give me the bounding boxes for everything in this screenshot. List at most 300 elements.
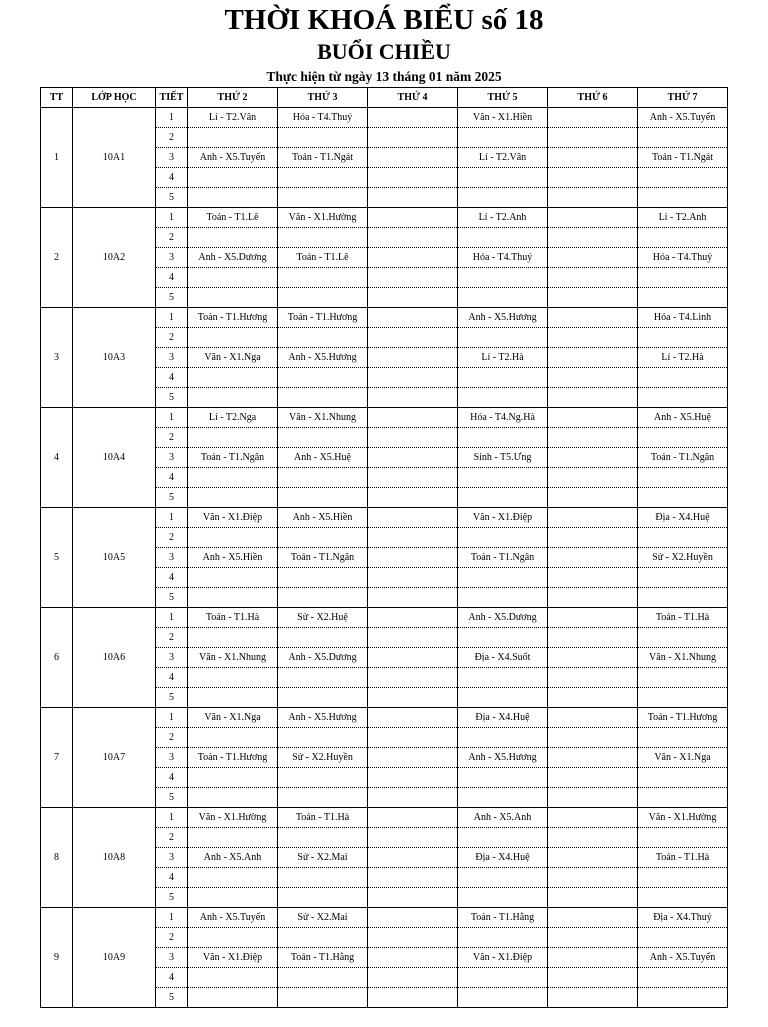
schedule-cell (188, 328, 278, 348)
schedule-cell: Anh - X5.Tuyến (638, 948, 728, 968)
period-number: 1 (156, 708, 188, 728)
schedule-cell: Văn - X1.Nhung (278, 408, 368, 428)
schedule-cell (638, 268, 728, 288)
schedule-cell (278, 828, 368, 848)
timetable-body (41, 108, 728, 1008)
schedule-cell: Văn - X1.Hường (638, 808, 728, 828)
schedule-cell: Văn - X1.Nhung (188, 648, 278, 668)
schedule-cell (188, 668, 278, 688)
timetable (40, 87, 728, 1008)
schedule-cell (188, 988, 278, 1008)
schedule-cell (548, 528, 638, 548)
schedule-cell (188, 628, 278, 648)
schedule-cell: Địa - X4.Huệ (638, 508, 728, 528)
schedule-cell (368, 168, 458, 188)
schedule-cell (548, 748, 638, 768)
table-row (41, 108, 728, 128)
table-row (41, 508, 728, 528)
schedule-cell (278, 968, 368, 988)
schedule-cell (188, 388, 278, 408)
schedule-cell: Lí - T2.Hà (638, 348, 728, 368)
schedule-cell (548, 628, 638, 648)
schedule-cell: Hóa - T4.Thuý (638, 248, 728, 268)
schedule-cell: Anh - X5.Anh (188, 848, 278, 868)
period-number: 4 (156, 568, 188, 588)
schedule-cell (368, 668, 458, 688)
class-name: 10A3 (73, 308, 156, 408)
schedule-cell (368, 108, 458, 128)
schedule-cell: Hóa - T4.Linh (638, 308, 728, 328)
period-number: 1 (156, 608, 188, 628)
schedule-cell: Anh - X5.Hiền (278, 508, 368, 528)
schedule-cell (548, 708, 638, 728)
class-name: 10A1 (73, 108, 156, 208)
schedule-cell (458, 328, 548, 348)
schedule-cell (458, 868, 548, 888)
schedule-cell (188, 468, 278, 488)
schedule-cell (188, 868, 278, 888)
schedule-cell: Địa - X4.Huệ (458, 848, 548, 868)
schedule-cell: Toán - T1.Hương (188, 748, 278, 768)
schedule-cell (548, 508, 638, 528)
schedule-cell (638, 588, 728, 608)
schedule-cell (278, 488, 368, 508)
schedule-cell (188, 588, 278, 608)
schedule-cell (278, 388, 368, 408)
schedule-cell (278, 588, 368, 608)
period-number: 5 (156, 588, 188, 608)
schedule-cell (368, 548, 458, 568)
period-number: 4 (156, 168, 188, 188)
schedule-cell: Toán - T1.Lê (278, 248, 368, 268)
schedule-cell (278, 728, 368, 748)
schedule-cell (368, 588, 458, 608)
header-class: LỚP HỌC (73, 88, 156, 108)
schedule-cell: Văn - X1.Điệp (188, 948, 278, 968)
schedule-cell (638, 688, 728, 708)
period-number: 1 (156, 408, 188, 428)
schedule-cell: Văn - X1.Nga (188, 708, 278, 728)
schedule-cell: Toán - T1.Ngát (278, 148, 368, 168)
schedule-cell: Toán - T1.Hương (278, 308, 368, 328)
schedule-cell: Sinh - T5.Ưng (458, 448, 548, 468)
page-title: THỜI KHOÁ BIỂU số 18 (224, 4, 544, 36)
row-number: 9 (41, 908, 73, 1008)
schedule-cell (458, 268, 548, 288)
schedule-cell: Anh - X5.Anh (458, 808, 548, 828)
schedule-cell (458, 888, 548, 908)
schedule-cell (458, 188, 548, 208)
schedule-cell (368, 388, 458, 408)
schedule-cell (548, 608, 638, 628)
period-number: 4 (156, 468, 188, 488)
schedule-cell (368, 948, 458, 968)
schedule-cell (638, 728, 728, 748)
schedule-cell (548, 688, 638, 708)
schedule-cell (368, 608, 458, 628)
schedule-cell (548, 648, 638, 668)
schedule-cell (548, 468, 638, 488)
schedule-cell (368, 728, 458, 748)
schedule-cell (368, 708, 458, 728)
schedule-cell (548, 428, 638, 448)
period-number: 4 (156, 368, 188, 388)
schedule-cell (458, 988, 548, 1008)
schedule-cell (638, 968, 728, 988)
period-number: 4 (156, 868, 188, 888)
schedule-cell (548, 368, 638, 388)
period-number: 5 (156, 188, 188, 208)
schedule-cell (188, 428, 278, 448)
schedule-cell (368, 788, 458, 808)
schedule-cell (278, 768, 368, 788)
schedule-cell (638, 868, 728, 888)
header-thu-5: THỨ 5 (458, 88, 548, 108)
schedule-cell (458, 828, 548, 848)
schedule-cell (188, 728, 278, 748)
period-number: 2 (156, 928, 188, 948)
schedule-cell (548, 728, 638, 748)
schedule-cell (278, 288, 368, 308)
schedule-cell: Anh - X5.Dương (278, 648, 368, 668)
schedule-cell (278, 988, 368, 1008)
period-number: 3 (156, 748, 188, 768)
schedule-cell (368, 208, 458, 228)
schedule-cell (278, 568, 368, 588)
schedule-cell (368, 188, 458, 208)
schedule-cell (548, 968, 638, 988)
schedule-cell (188, 968, 278, 988)
schedule-cell: Lí - T2.Vân (188, 108, 278, 128)
schedule-cell: Lí - T2.Anh (458, 208, 548, 228)
header-thu-7: THỨ 7 (638, 88, 728, 108)
schedule-cell (548, 288, 638, 308)
schedule-cell (548, 848, 638, 868)
schedule-cell (638, 328, 728, 348)
schedule-cell: Hóa - T4.Thuý (278, 108, 368, 128)
class-name: 10A9 (73, 908, 156, 1008)
schedule-cell: Sử - X2.Huyền (278, 748, 368, 768)
schedule-cell (548, 108, 638, 128)
schedule-cell (278, 468, 368, 488)
schedule-cell: Anh - X5.Hiền (188, 548, 278, 568)
schedule-cell (368, 328, 458, 348)
schedule-cell: Toán - T1.Lê (188, 208, 278, 228)
schedule-cell (638, 788, 728, 808)
class-name: 10A7 (73, 708, 156, 808)
schedule-cell (548, 908, 638, 928)
schedule-cell (188, 228, 278, 248)
schedule-cell (458, 628, 548, 648)
schedule-cell: Văn - X1.Hiền (458, 108, 548, 128)
schedule-cell (278, 268, 368, 288)
schedule-cell (458, 668, 548, 688)
period-number: 5 (156, 888, 188, 908)
period-number: 2 (156, 628, 188, 648)
schedule-cell (638, 828, 728, 848)
schedule-cell (188, 688, 278, 708)
row-number: 8 (41, 808, 73, 908)
schedule-cell: Sử - X2.Mai (278, 848, 368, 868)
period-number: 2 (156, 728, 188, 748)
schedule-cell (638, 188, 728, 208)
schedule-cell (638, 628, 728, 648)
schedule-cell (548, 828, 638, 848)
period-number: 5 (156, 988, 188, 1008)
schedule-cell (368, 368, 458, 388)
schedule-cell (188, 368, 278, 388)
schedule-cell: Toán - T1.Ngân (458, 548, 548, 568)
schedule-cell: Văn - X1.Hường (278, 208, 368, 228)
schedule-cell: Anh - X5.Hương (458, 748, 548, 768)
schedule-cell (548, 948, 638, 968)
schedule-cell: Anh - X5.Tuyến (188, 148, 278, 168)
period-number: 3 (156, 148, 188, 168)
schedule-cell (368, 628, 458, 648)
schedule-cell: Lí - T2.Anh (638, 208, 728, 228)
table-row (41, 608, 728, 628)
schedule-cell (188, 188, 278, 208)
schedule-cell (548, 188, 638, 208)
schedule-cell (458, 128, 548, 148)
page (0, 3, 768, 1003)
class-name: 10A5 (73, 508, 156, 608)
schedule-cell: Văn - X1.Điệp (188, 508, 278, 528)
period-number: 1 (156, 108, 188, 128)
period-number: 1 (156, 808, 188, 828)
schedule-cell: Toán - T1.Hà (278, 808, 368, 828)
period-number: 4 (156, 768, 188, 788)
schedule-cell (368, 968, 458, 988)
schedule-cell: Anh - X5.Dương (458, 608, 548, 628)
period-number: 3 (156, 448, 188, 468)
table-row (41, 708, 728, 728)
schedule-cell (368, 288, 458, 308)
schedule-cell (368, 828, 458, 848)
row-number: 6 (41, 608, 73, 708)
schedule-cell: Sử - X2.Huyền (638, 548, 728, 568)
schedule-cell (458, 528, 548, 548)
schedule-cell (368, 928, 458, 948)
row-number: 2 (41, 208, 73, 308)
period-number: 3 (156, 248, 188, 268)
schedule-cell (188, 268, 278, 288)
schedule-cell: Hóa - T4.Thuý (458, 248, 548, 268)
table-row (41, 308, 728, 328)
schedule-cell (458, 168, 548, 188)
schedule-cell (548, 208, 638, 228)
row-number: 1 (41, 108, 73, 208)
class-name: 10A2 (73, 208, 156, 308)
date-range: Thực hiện từ ngày 13 tháng 01 năm 2025 (266, 69, 502, 84)
row-number: 4 (41, 408, 73, 508)
schedule-cell (278, 788, 368, 808)
schedule-cell: Anh - X5.Hương (278, 708, 368, 728)
period-number: 3 (156, 848, 188, 868)
schedule-cell (458, 588, 548, 608)
schedule-cell: Anh - X5.Tuyến (188, 908, 278, 928)
schedule-cell (548, 788, 638, 808)
period-number: 2 (156, 428, 188, 448)
schedule-cell (638, 528, 728, 548)
schedule-cell (368, 468, 458, 488)
schedule-cell (458, 728, 548, 748)
schedule-cell: Anh - X5.Hương (458, 308, 548, 328)
schedule-cell (458, 228, 548, 248)
period-number: 1 (156, 208, 188, 228)
schedule-cell: Anh - X5.Hương (278, 348, 368, 368)
schedule-cell (638, 668, 728, 688)
schedule-cell (548, 988, 638, 1008)
schedule-cell (368, 128, 458, 148)
schedule-cell: Văn - X1.Nhung (638, 648, 728, 668)
schedule-cell (368, 508, 458, 528)
schedule-cell: Toán - T1.Hằng (278, 948, 368, 968)
schedule-cell (548, 148, 638, 168)
schedule-cell (548, 488, 638, 508)
schedule-cell (638, 428, 728, 448)
schedule-cell (548, 388, 638, 408)
schedule-cell (188, 488, 278, 508)
header-row (41, 88, 728, 108)
period-number: 5 (156, 288, 188, 308)
schedule-cell (278, 188, 368, 208)
schedule-cell (278, 428, 368, 448)
schedule-cell (548, 768, 638, 788)
schedule-cell (458, 788, 548, 808)
schedule-cell: Hóa - T4.Ng.Hà (458, 408, 548, 428)
schedule-cell: Địa - X4.Thuý (638, 908, 728, 928)
schedule-cell (278, 628, 368, 648)
schedule-cell (368, 748, 458, 768)
period-number: 2 (156, 128, 188, 148)
period-number: 4 (156, 668, 188, 688)
schedule-cell (368, 308, 458, 328)
schedule-cell: Lí - T2.Nga (188, 408, 278, 428)
schedule-cell: Toán - T1.Hà (638, 608, 728, 628)
row-number: 3 (41, 308, 73, 408)
schedule-cell: Toán - T1.Ngân (638, 448, 728, 468)
schedule-cell (368, 848, 458, 868)
schedule-cell (638, 168, 728, 188)
period-number: 4 (156, 968, 188, 988)
schedule-cell (638, 228, 728, 248)
schedule-cell (278, 668, 368, 688)
table-row (41, 808, 728, 828)
schedule-cell (638, 468, 728, 488)
schedule-cell: Địa - X4.Huệ (458, 708, 548, 728)
header-period: TIẾT (156, 88, 188, 108)
schedule-cell (188, 768, 278, 788)
schedule-cell (638, 388, 728, 408)
period-number: 5 (156, 488, 188, 508)
period-number: 2 (156, 828, 188, 848)
schedule-cell (368, 768, 458, 788)
schedule-cell (548, 588, 638, 608)
schedule-cell (368, 408, 458, 428)
period-number: 3 (156, 548, 188, 568)
schedule-cell (188, 788, 278, 808)
period-number: 3 (156, 648, 188, 668)
table-row (41, 908, 728, 928)
schedule-cell (368, 808, 458, 828)
schedule-cell (458, 768, 548, 788)
schedule-cell (548, 548, 638, 568)
schedule-cell (188, 528, 278, 548)
period-number: 3 (156, 948, 188, 968)
schedule-cell (368, 688, 458, 708)
schedule-cell (278, 528, 368, 548)
schedule-cell (368, 228, 458, 248)
schedule-cell (638, 288, 728, 308)
schedule-cell (368, 488, 458, 508)
schedule-cell (368, 888, 458, 908)
schedule-cell (638, 768, 728, 788)
schedule-cell (368, 528, 458, 548)
period-number: 4 (156, 268, 188, 288)
header-tt: TT (41, 88, 73, 108)
period-number: 2 (156, 528, 188, 548)
schedule-cell: Toán - T1.Hằng (458, 908, 548, 928)
table-row (41, 208, 728, 228)
schedule-cell: Anh - X5.Dương (188, 248, 278, 268)
schedule-cell: Sử - X2.Huệ (278, 608, 368, 628)
period-number: 2 (156, 228, 188, 248)
schedule-cell (638, 488, 728, 508)
schedule-cell (458, 488, 548, 508)
row-number: 7 (41, 708, 73, 808)
schedule-cell (548, 888, 638, 908)
schedule-cell (278, 688, 368, 708)
schedule-cell: Văn - X1.Nga (188, 348, 278, 368)
period-number: 2 (156, 328, 188, 348)
table-row (41, 408, 728, 428)
schedule-cell (188, 128, 278, 148)
schedule-cell (188, 928, 278, 948)
period-number: 3 (156, 348, 188, 368)
schedule-cell (458, 688, 548, 708)
schedule-cell (368, 348, 458, 368)
schedule-cell (368, 648, 458, 668)
schedule-cell: Toán - T1.Ngân (278, 548, 368, 568)
schedule-cell (368, 868, 458, 888)
schedule-cell (458, 288, 548, 308)
schedule-cell (278, 168, 368, 188)
schedule-cell (548, 268, 638, 288)
schedule-cell (368, 148, 458, 168)
schedule-cell: Toán - T1.Hương (638, 708, 728, 728)
schedule-cell: Toán - T1.Hương (188, 308, 278, 328)
schedule-cell: Anh - X5.Huệ (638, 408, 728, 428)
schedule-cell (638, 568, 728, 588)
schedule-cell (548, 248, 638, 268)
header-thu-3: THỨ 3 (278, 88, 368, 108)
schedule-cell (548, 168, 638, 188)
schedule-cell (368, 988, 458, 1008)
schedule-cell (188, 168, 278, 188)
period-number: 5 (156, 688, 188, 708)
schedule-cell (458, 928, 548, 948)
schedule-cell: Toán - T1.Ngát (638, 148, 728, 168)
class-name: 10A6 (73, 608, 156, 708)
header-thu-2: THỨ 2 (188, 88, 278, 108)
schedule-cell (638, 888, 728, 908)
schedule-cell (548, 308, 638, 328)
schedule-cell (188, 828, 278, 848)
schedule-cell (188, 568, 278, 588)
schedule-cell: Lí - T2.Vân (458, 148, 548, 168)
schedule-cell (458, 968, 548, 988)
